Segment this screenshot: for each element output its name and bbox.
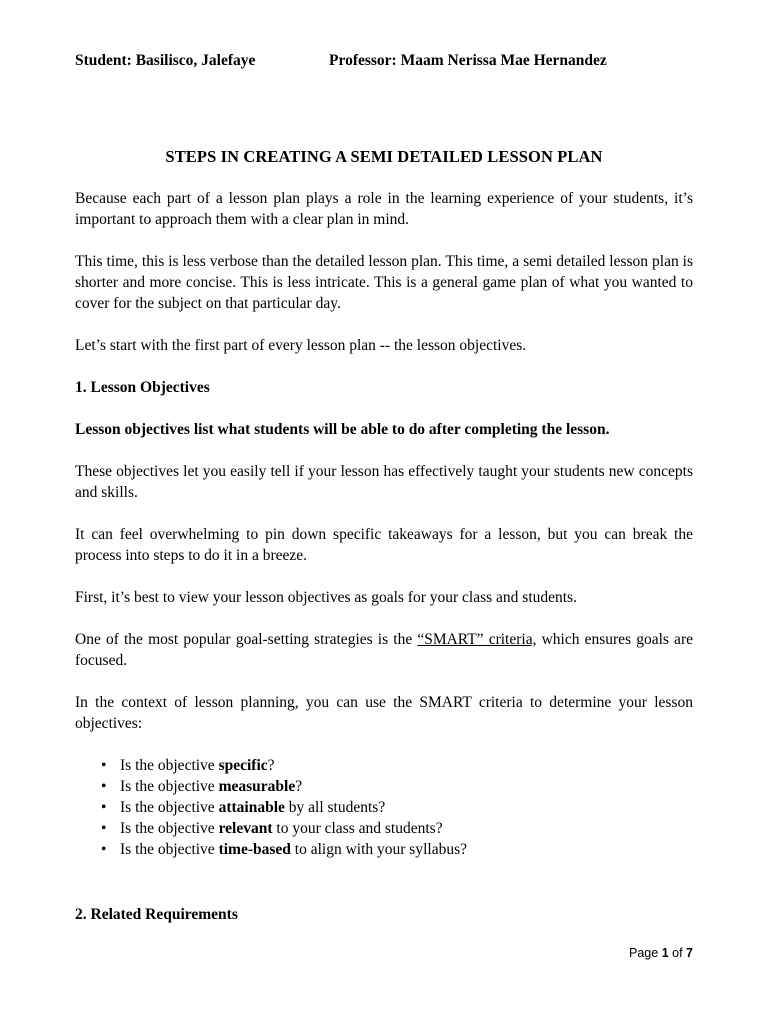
document-header — [75, 52, 607, 70]
page-number: Page 1 of 7 — [629, 946, 693, 960]
smart-text-before: One of the most popular goal-setting strategies is the — [75, 631, 418, 648]
section-heading-lesson-objectives: 1. Lesson Objectives — [75, 379, 210, 396]
student-name: Student: Basilisco, Jalefaye — [75, 52, 256, 69]
smart-text-after: which ensures goals are focused. — [75, 631, 693, 669]
professor-name: Professor: Maam Nerissa Mae Hernandez — [329, 52, 607, 69]
objectives-definition: Lesson objectives list what students will be able to do after completing the lesson. — [75, 421, 610, 438]
list-item: • Is the objective relevant to your class and students? — [101, 820, 443, 837]
bullet-icon: • — [101, 841, 107, 858]
smart-context-paragraph: In the context of lesson planning, you can use the SMART criteria to determine your lesson objectives: — [75, 694, 693, 732]
smart-criteria-link[interactable]: “SMART” criteria, — [417, 631, 537, 648]
list-item: • Is the objective specific? — [101, 757, 275, 774]
section-heading-related-requirements: 2. Related Requirements — [75, 906, 238, 923]
smart-bullet-list — [75, 755, 693, 860]
bullet-icon: • — [101, 778, 107, 795]
bullet-icon: • — [101, 799, 107, 816]
bullet-icon: • — [101, 820, 107, 837]
objectives-paragraph-1: These objectives let you easily tell if your lesson has effectively taught your students new concepts and skills. — [75, 463, 693, 501]
list-item: • Is the objective attainable by all students? — [101, 799, 386, 816]
intro-paragraph: Because each part of a lesson plan plays a role in the learning experience of your students, it’s important to approach them with a clear plan in mind. — [75, 190, 693, 228]
document-title: STEPS IN CREATING A SEMI DETAILED LESSON PLAN — [165, 147, 603, 166]
list-item: • Is the objective time-based to align with your syllabus? — [101, 841, 467, 858]
objectives-paragraph-3: First, it’s best to view your lesson objectives as goals for your class and students. — [75, 589, 577, 606]
start-paragraph: Let’s start with the first part of every lesson plan -- the lesson objectives. — [75, 337, 527, 354]
document-body — [75, 188, 693, 860]
bullet-icon: • — [101, 757, 107, 774]
smart-paragraph — [75, 629, 693, 671]
list-item: • Is the objective measurable? — [101, 778, 303, 795]
semi-detailed-paragraph: This time, this is less verbose than the detailed lesson plan. This time, a semi detailed lesson plan is shorter and more concise. This is less intricate. This is a general game plan of what you wanted to cover for the subject on that particular day. — [75, 253, 693, 312]
objectives-paragraph-2: It can feel overwhelming to pin down specific takeaways for a lesson, but you can break the process into steps to do it in a breeze. — [75, 526, 693, 564]
